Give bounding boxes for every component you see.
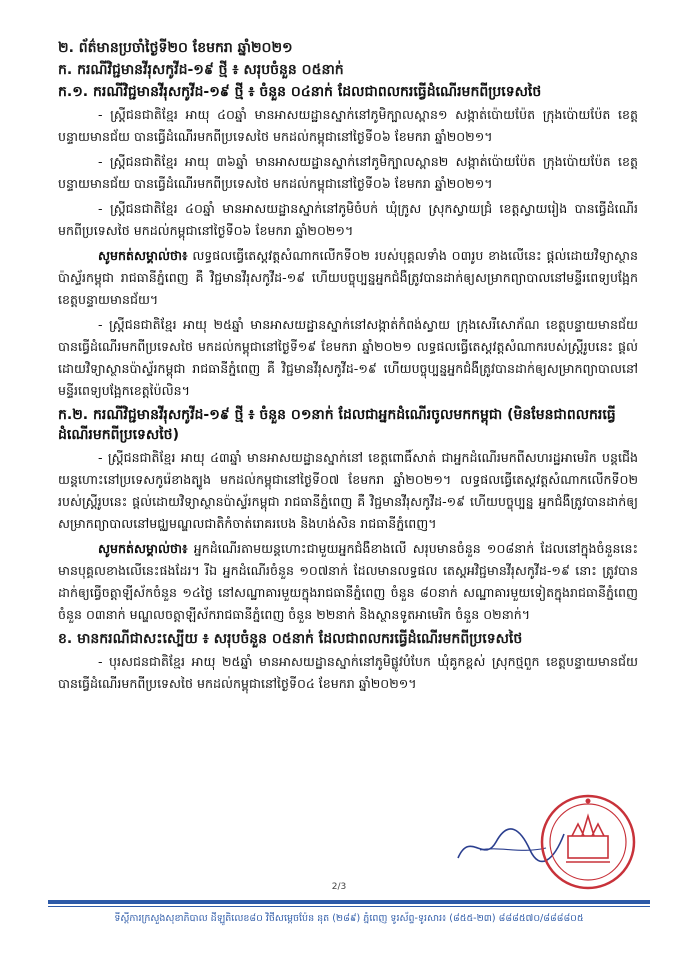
note-lead: សូមកត់សម្គាល់ថា៖ xyxy=(98,248,188,263)
case-paragraph: - ស្ត្រីជនជាតិខ្មែរ អាយុ ៣៦ឆ្នាំ មានអាសយដ្ឋានស្នាក់នៅភូមិក្បាលស្ពាន២ សង្កាត់ប៉ោយប៉ែត ក្រុងប៉ោយប៉ែត ខេត្តបន្ទាយមានជ័យ បានធ្វើដំណើរមកពីប្រទេសថៃ មកដល់កម្ពុជានៅថ្ងៃទី០៦ ខែមករា ឆ្នាំ២០២១។ xyxy=(58,154,638,191)
footer-divider xyxy=(48,900,650,904)
case-paragraph: - ស្ត្រីជនជាតិខ្មែរ អាយុ ៤៣ឆ្នាំ មានអាសយដ្ឋានស្នាក់នៅ ខេត្តពោធិ៍សាត់ ជាអ្នកដំណើរមកពីសហរដ្ឋអាមេរិក បន្តជើងយន្តហោះនៅប្រទេសកូរ៉េខាងត្បូង មកដល់កម្ពុជានៅថ្ងៃទី០៧ ខែមករា ឆ្នាំ២០២១។ លទ្ធផលធ្វើតេស្តវត្តសំណាកលើកទី០២ របស់ស្ត្រីរូបនេះ ផ្តល់ដោយវិទ្យាស្ថានប៉ាស្ទ័រកម្ពុជា រាជធានីភ្នំពេញ គឺ វិជ្ជមានវីរុសកូវីដ-១៩ ហើយបច្ចុប្បន្ន អ្នកជំងឺត្រូវបានដាក់ឲ្យសម្រាកព្យាបាលនៅមជ្ឈមណ្ឌលជាតិកំចាត់រោគរបេង និងហង់សិន រាជធានីភ្នំពេញ។ xyxy=(58,450,638,531)
note-paragraph xyxy=(58,538,638,626)
footer-address: ទីស្តីការក្រសួងសុខាភិបាល ដីឡូតិលេខ៨០ វិថីសម្តេចប៉ែន នុត (២៨៩) ភ្នំពេញ ទូរស័ព្ទ-ទូរសារ៖ (៨៥៥-២៣) ៨៨៨៥៧០/៨៨៨៨០៥ xyxy=(114,913,584,924)
case-paragraph: - បុរសជនជាតិខ្មែរ អាយុ ២៥ឆ្នាំ មានអាសយដ្ឋានស្នាក់នៅភូមិផ្លូវបំបែក ឃុំគូកខ្ពស់ ស្រុកថ្មពួក ខេត្តបន្ទាយមានជ័យ បានធ្វើដំណើរមកពីប្រទេសថៃ មកដល់កម្ពុជានៅថ្ងៃទី០៤ ខែមករា ឆ្នាំ២០២១។ xyxy=(58,654,638,691)
footer-divider-thin xyxy=(48,906,650,907)
note-lead: សូមកត់សម្គាល់ថា៖ xyxy=(98,541,188,556)
case-paragraph: - ស្ត្រីជនជាតិខ្មែរ អាយុ ៤០ឆ្នាំ មានអាសយដ្ឋានស្នាក់នៅភូមិក្បាលស្ពាន១ សង្កាត់ប៉ោយប៉ែត ក្រុងប៉ោយប៉ែត ខេត្តបន្ទាយមានជ័យ បានធ្វើដំណើរមកពីប្រទេសថៃ មកដល់កម្ពុជានៅថ្ងៃទី០៦ ខែមករា ឆ្នាំ២០២១។ xyxy=(58,107,638,144)
note-text: លទ្ធផលធ្វើតេស្តវត្តសំណាកលើកទី០២ របស់បុគ្គលទាំង ០៣រូប ខាងលើនេះ ផ្តល់ដោយវិទ្យាស្ថានប៉ាស្ទ័រកម្ពុជា រាជធានីភ្នំពេញ គឺ វិជ្ជមានវីរុសកូវីដ-១៩ ហើយបច្ចុប្បន្នអ្នកជំងឺត្រូវបានដាក់ឲ្យសម្រាកព្យាបាលនៅមន្ទីរពេទ្យបង្អែកខេត្តបន្ទាយមានជ័យ។ xyxy=(58,248,638,307)
case-paragraph: - ស្ត្រីជនជាតិខ្មែរ អាយុ ២៥ឆ្នាំ មានអាសយដ្ឋានស្នាក់នៅសង្កាត់កំពង់ស្វាយ ក្រុងសេរីសោភ័ណ ខេត្តបន្ទាយមានជ័យ បានធ្វើដំណើរមកពីប្រទេសថៃ មកដល់កម្ពុជានៅថ្ងៃទី១៩ ខែមករា ឆ្នាំ២០២១ លទ្ធផលធ្វើតេស្តវត្តសំណាករបស់ស្ត្រីរូបនេះ ផ្តល់ដោយវិទ្យាស្ថានប៉ាស្ទ័រកម្ពុជា រាជធានីភ្នំពេញ គឺ វិជ្ជមានវីរុសកូវីដ-១៩ ហើយបច្ចុប្បន្នអ្នកជំងឺត្រូវបានដាក់ឲ្យសម្រាកព្យាបាលនៅមន្ទីរពេទ្យបង្អែកខេត្តប៉ៃលិន។ xyxy=(58,317,638,398)
note-paragraph xyxy=(58,245,638,311)
page-number: 2/3 xyxy=(331,882,347,892)
section-b-title: ខ. មានករណីជាសះស្បើយ ៖ សរុបចំនួន ០៥នាក់ ដែលជាពលករធ្វើដំណើរមកពីប្រទេសថៃ xyxy=(58,631,523,647)
section-a-title: ក. ករណីវិជ្ជមានវីរុសកូវីដ-១៩ ថ្មី ៖ សរុបចំនួន ០៥នាក់ xyxy=(58,62,344,78)
document-heading: ២. ព័ត៌មានប្រចាំថ្ងៃទី២០ ខែមករា ឆ្នាំ២០២១ xyxy=(58,40,293,56)
section-a2-title: ក.២. ករណីវិជ្ជមានវីរុសកូវីដ-១៩ ថ្មី ៖ ចំនួន ០១នាក់ ដែលជាអ្នកដំណើរចូលមកកម្ពុជា (មិនមែនជាពលករធ្វើដំណើរមកពីប្រទេសថៃ) xyxy=(58,407,616,443)
note-text: អ្នកដំណើរតាមយន្តហោះជាមួយអ្នកជំងឺខាងលើ សរុបមានចំនួន ១០៨នាក់ ដែលនៅក្នុងចំនួននេះ មានបុគ្គលខាងលើនេះផងដែរ។ រីឯ អ្នកដំណើរចំនួន ១០៧នាក់ ដែលមានលទ្ធផល តេស្តអវិជ្ជមានវីរុសកូវីដ-១៩ នោះ ត្រូវបានដាក់ឲ្យធ្វើចត្តាឡីស័កចំនួន ១៤ថ្ងៃ នៅសណ្ឋាគារមួយក្នុងរាជធានីភ្នំពេញ ចំនួន ៨០នាក់ សណ្ឋាគារមួយទៀតក្នុងរាជធានីភ្នំពេញ ចំនួន ០៣នាក់ មណ្ឌលចត្តាឡីស័ករាជធានីភ្នំពេញ ចំនួន ២២នាក់ និងស្ថានទូតអាមេរិក ចំនួន ០២នាក់។ xyxy=(58,541,638,622)
section-a1-title: ក.១. ករណីវិជ្ជមានវីរុសកូវីដ-១៩ ថ្មី ៖ ចំនួន ០៤នាក់ ដែលជាពលករធ្វើដំណើរមកពីប្រទេសថៃ xyxy=(58,84,542,100)
case-paragraph: - ស្ត្រីជនជាតិខ្មែរ ៤០ឆ្នាំ មានអាសយដ្ឋានស្នាក់នៅភូមិចំបក់ ឃុំក្រូស ស្រុកស្វាយជ្រំ ខេត្តស្វាយរៀង បានធ្វើដំណើរមកពីប្រទេសថៃ មកដល់កម្ពុជានៅថ្ងៃទី០៦ ខែមករា ឆ្នាំ២០២១។ xyxy=(58,201,638,238)
official-stamp-icon xyxy=(538,792,638,892)
